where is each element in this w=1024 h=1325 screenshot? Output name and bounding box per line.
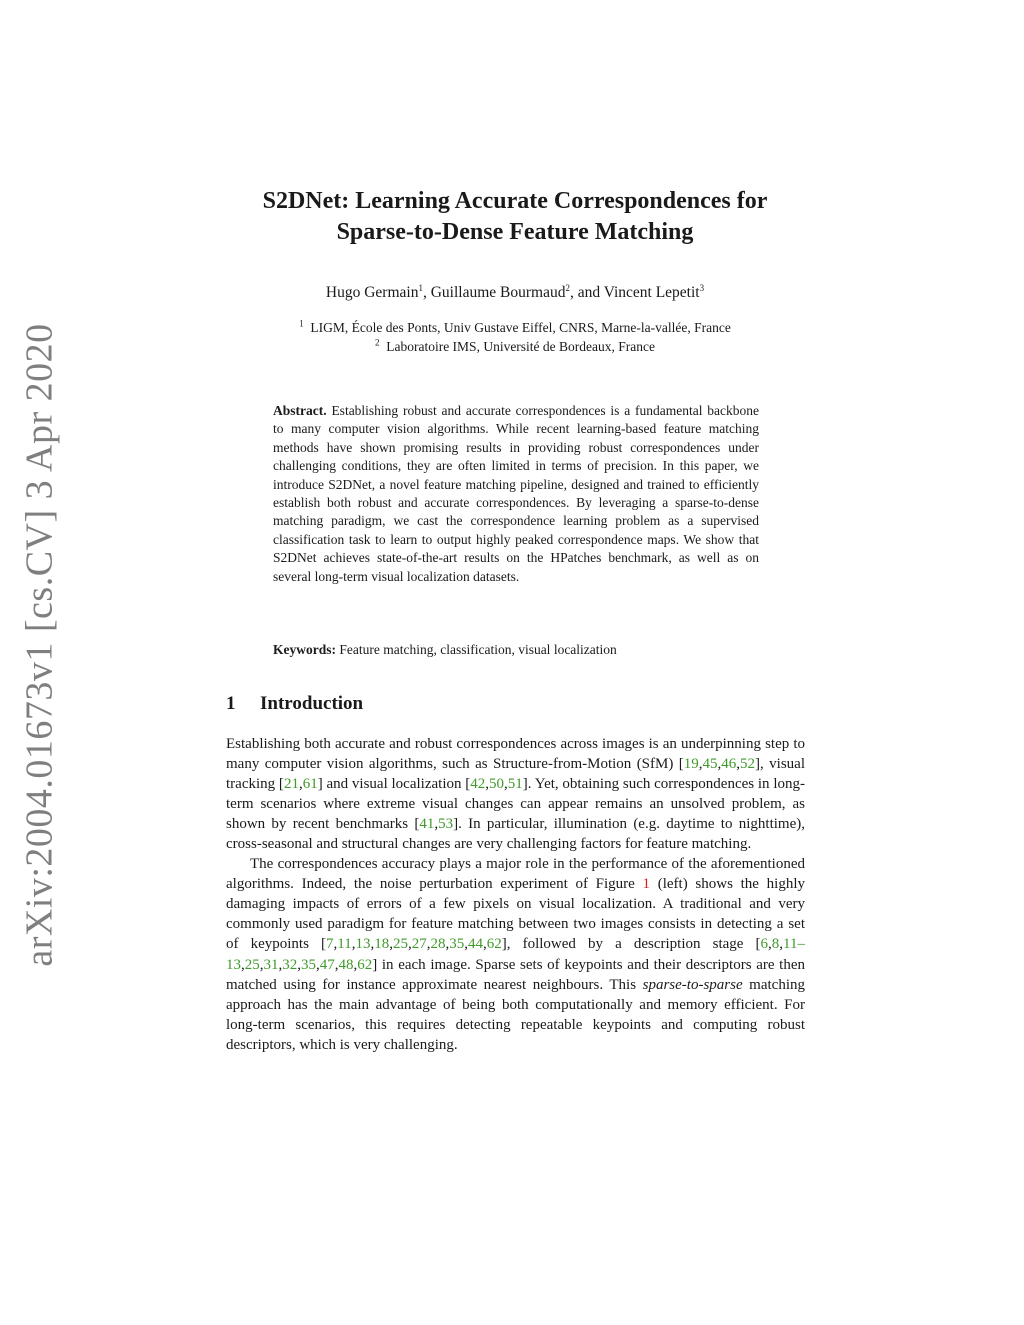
author-separator: , and xyxy=(569,284,604,301)
citation-group: 21,61 xyxy=(283,776,318,793)
affiliation-line xyxy=(210,337,820,356)
citation-link[interactable]: 8 xyxy=(771,936,780,953)
paragraph-text: The correspondences accuracy plays a major role in the performance of the aforementioned algorithms. Indeed, the noise perturbation experiment of Figure xyxy=(226,856,805,893)
author-affiliation-mark: 1 xyxy=(418,282,423,293)
paragraph-text: ], visual tracking [ xyxy=(226,756,805,793)
citation-link[interactable]: 61 xyxy=(302,776,318,793)
paragraph-text: Establishing both accurate and robust correspondences across images is an underpinning step to many computer vision algorithms, such as Structure-from-Motion (SfM) [ xyxy=(226,736,805,773)
citation-link[interactable]: 48 xyxy=(338,956,354,973)
citation-group: 42,50,51 xyxy=(470,776,523,793)
arxiv-identifier: arXiv:2004.01673v1 [cs.CV] 3 Apr 2020 xyxy=(19,322,61,967)
abstract-label: Abstract. xyxy=(273,403,327,418)
paragraph xyxy=(226,734,805,854)
keywords-block xyxy=(273,641,759,659)
introduction-body xyxy=(226,734,805,1055)
citation-link[interactable]: 53 xyxy=(438,816,454,833)
citation-group: 7,11,13,18,25,27,28,35,44,62 xyxy=(326,936,502,953)
citation-link[interactable]: 41 xyxy=(419,816,435,833)
affiliation-number: 2 xyxy=(374,337,380,348)
citation-link[interactable]: 18 xyxy=(374,936,390,953)
paragraph-text: ] in each image. Sparse sets of keypoints and their descriptors are then matched using for instance approximate nearest neighbours. This xyxy=(226,956,805,993)
citation-link[interactable]: 35 xyxy=(301,956,316,973)
author-separator: , xyxy=(422,284,431,301)
affiliation-line xyxy=(210,318,820,337)
citation-link[interactable]: 45 xyxy=(702,756,718,773)
affiliation-list xyxy=(210,318,820,356)
affiliation-number: 1 xyxy=(299,318,304,329)
paragraph-text: ]. In particular, illumination (e.g. daytime to nighttime), cross-seasonal and structural changes are very challenging factors for feature matching. xyxy=(226,816,805,853)
section-number: 1 xyxy=(226,693,236,714)
citation-link[interactable]: 47 xyxy=(319,956,335,973)
paragraph-text: ], followed by a description stage [ xyxy=(501,936,761,953)
citation-link[interactable]: 25 xyxy=(244,956,260,973)
citation-link[interactable]: 13 xyxy=(355,936,371,953)
citation-link[interactable]: 51 xyxy=(507,776,523,793)
author-name: Guillaume Bourmaud xyxy=(430,284,566,301)
citation-link[interactable]: 11–13 xyxy=(226,936,805,973)
title-line-2: Sparse-to-Dense Feature Matching xyxy=(336,219,694,245)
citation-link[interactable]: 25 xyxy=(392,936,408,953)
paragraph xyxy=(226,854,805,1054)
citation-link[interactable]: 52 xyxy=(740,756,756,773)
affiliation-text: LIGM, École des Ponts, Univ Gustave Eiffel, CNRS, Marne-la-vallée, France xyxy=(310,320,731,335)
keywords-label: Keywords: xyxy=(273,642,336,657)
citation-link[interactable]: 44 xyxy=(467,936,483,953)
author-list xyxy=(210,283,820,303)
citation-link[interactable]: 46 xyxy=(721,756,737,773)
paragraph-text: ]. Yet, obtaining such correspondences in long-term scenarios where extreme visual changes can appear remains an unsolved problem, as shown by recent benchmarks [ xyxy=(226,776,805,833)
citation-link[interactable]: 19 xyxy=(683,756,699,773)
section-title: Introduction xyxy=(260,693,364,714)
keywords-text: Feature matching, classification, visual localization xyxy=(339,642,617,657)
citation-link[interactable]: 32 xyxy=(282,956,298,973)
figure-reference-link[interactable]: 1 xyxy=(642,876,651,893)
citation-group: 6,8,11–13,25,31,32,35,47,48,62 xyxy=(226,936,805,973)
author-name: Vincent Lepetit xyxy=(603,284,700,301)
citation-link[interactable]: 35 xyxy=(449,936,465,953)
title-line-1: S2DNet: Learning Accurate Correspondences for xyxy=(262,188,768,214)
paragraph-text: (left) shows the highly damaging impacts of errors of a few pixels on visual localization. A traditional and very commonly used paradigm for feature matching between two images consists in detecting a set of keypoints [ xyxy=(226,876,805,953)
citation-link[interactable]: 11 xyxy=(337,936,352,953)
emphasis-term: sparse-to-sparse xyxy=(642,976,743,993)
section-heading xyxy=(226,692,363,716)
paragraph-text: matching approach has the main advantage of being both computationally and memory efficient. For long-term scenarios, this requires detecting repeatable keypoints and computing robust descriptors, which is very challenging. xyxy=(226,976,805,1053)
author-affiliation-mark: 3 xyxy=(699,282,705,293)
citation-link[interactable]: 21 xyxy=(283,776,299,793)
citation-link[interactable]: 50 xyxy=(489,776,505,793)
paper-title xyxy=(210,186,820,248)
citation-link[interactable]: 6 xyxy=(760,936,769,953)
citation-group: 41,53 xyxy=(419,816,454,833)
author-name: Hugo Germain xyxy=(325,284,419,301)
citation-link[interactable]: 31 xyxy=(263,956,279,973)
arxiv-side-stamp xyxy=(19,322,61,967)
citation-link[interactable]: 27 xyxy=(411,936,427,953)
citation-link[interactable]: 7 xyxy=(326,936,334,953)
author-affiliation-mark: 2 xyxy=(565,282,570,293)
affiliation-text: Laboratoire IMS, Université de Bordeaux, France xyxy=(386,339,656,354)
citation-group: 19,45,46,52 xyxy=(683,756,756,773)
citation-link[interactable]: 28 xyxy=(430,936,446,953)
citation-link[interactable]: 62 xyxy=(486,936,502,953)
abstract-text: Establishing robust and accurate correspondences is a fundamental backbone to many computer vision algorithms. While recent learning-based feature matching methods have shown promising results in providing robust correspondences under challenging conditions, they are often limited in terms of precision. In this paper, we introduce S2DNet, a novel feature matching pipeline, designed and trained to efficiently establish both robust and accurate correspondences. By leveraging a sparse-to-dense matching paradigm, we cast the correspondence learning problem as a supervised classification task to learn to output highly peaked correspondence maps. We show that S2DNet achieves state-of-the-art results on the HPatches benchmark, as well as on several long-term visual localization datasets. xyxy=(273,403,759,584)
citation-link[interactable]: 42 xyxy=(470,776,486,793)
paragraph-text: ] and visual localization [ xyxy=(317,776,471,793)
citation-link[interactable]: 62 xyxy=(357,956,373,973)
abstract-block xyxy=(273,402,759,586)
